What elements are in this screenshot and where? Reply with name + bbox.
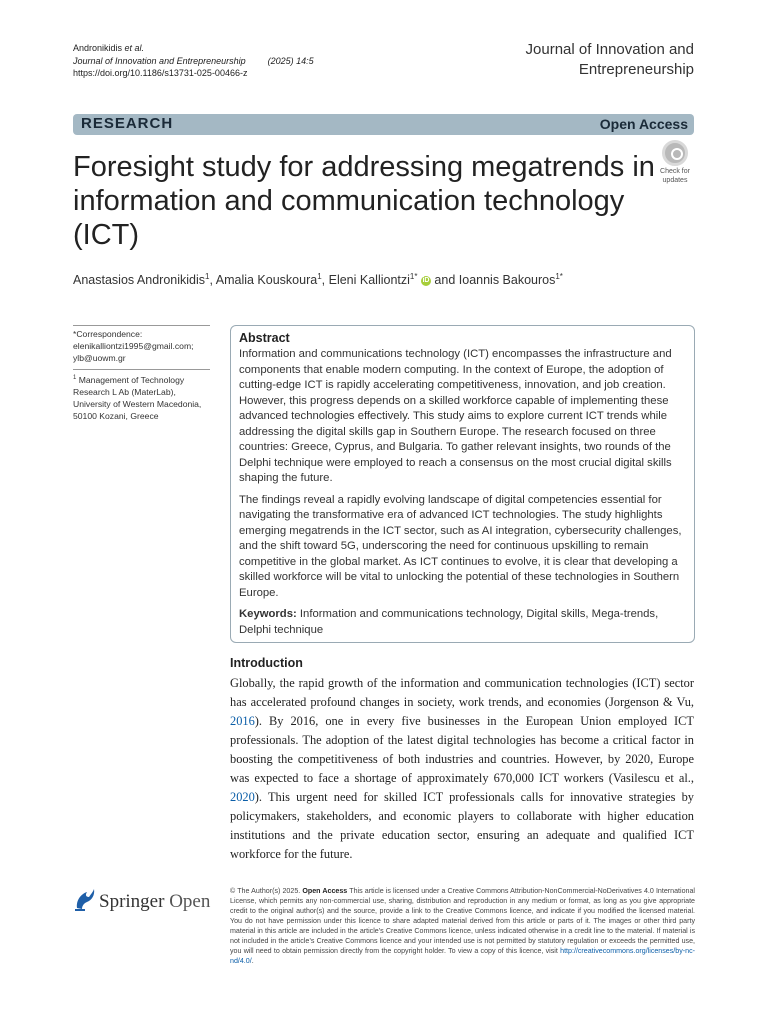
orcid-icon[interactable]: iD bbox=[422, 276, 430, 284]
journal-name: Journal of Innovation and Entrepreneurship bbox=[73, 55, 246, 66]
journal-title bbox=[526, 40, 694, 80]
affiliation-text: Management of Technology Research L Ab (MaterLab), University of Western Macedonia, 50100 Kozani, Greece bbox=[73, 374, 202, 421]
introduction-text bbox=[230, 674, 694, 864]
correspondence-sidebar bbox=[73, 325, 210, 422]
copyright: © The Author(s) 2025. bbox=[230, 887, 301, 895]
author-affiliation-sup: 1* bbox=[409, 272, 418, 281]
citation-link[interactable]: 2020 bbox=[230, 790, 255, 804]
journal-title-line1: Journal of Innovation and bbox=[525, 41, 694, 58]
intro-text-part: ). By 2016, one in every five businesses in the European Union employed ICT professionals. The adoption of the latest digital technologies has become a critical factor in boosting the competitiveness of both industries and countries. However, by 2020, Europe was expected to face a shortage of approximately 670,000 ICT workers (Vasilescu et al., bbox=[230, 714, 694, 785]
license-link[interactable]: http://creativecommons.org/licenses/by-nc-nd/4.0/ bbox=[230, 947, 695, 965]
author-name[interactable]: Ioannis Bakouros bbox=[458, 273, 556, 288]
author-separator: , bbox=[321, 273, 329, 288]
check-updates-line2: updates bbox=[662, 177, 688, 184]
article-title: Foresight study for addressing megatrends in information and communication technology (ICT) bbox=[73, 151, 655, 251]
author-affiliation-sup: 1* bbox=[555, 272, 563, 281]
citation-link[interactable]: 2016 bbox=[230, 714, 255, 728]
introduction-heading: Introduction bbox=[230, 656, 303, 670]
correspondence-label: *Correspondence: bbox=[73, 329, 143, 339]
et-al: et al. bbox=[124, 43, 145, 53]
abstract-heading: Abstract bbox=[239, 331, 290, 345]
article-type-band bbox=[73, 114, 694, 135]
check-for-updates-badge[interactable] bbox=[655, 140, 695, 184]
keywords-label: Keywords: bbox=[239, 608, 297, 620]
keywords bbox=[239, 607, 686, 638]
intro-text-part: Globally, the rapid growth of the information and communication technologies (ICT) sector has accelerated profound changes in society, work trends, and economies (Jorgenson & Vu, bbox=[230, 676, 694, 709]
keywords-text: Information and communications technology, Digital skills, Mega-trends, Delphi technique bbox=[239, 608, 659, 636]
citation-meta bbox=[73, 42, 314, 80]
author-affiliation-sup: 1 bbox=[317, 272, 322, 281]
check-updates-line1: Check for bbox=[660, 168, 690, 175]
check-updates-icon bbox=[662, 140, 688, 166]
correspondence-emails[interactable]: elenikalliontzi1995@gmail.com; ylb@uowm.gr bbox=[73, 341, 194, 363]
springer-open-logo[interactable] bbox=[73, 886, 218, 916]
intro-text-part: ). This urgent need for skilled ICT professionals calls for innovative strategies by policymakers, stakeholders, and economic players to collaborate with higher education institutions and the private education sector, ensuring an adequate and qualified ICT workforce for the future. bbox=[230, 790, 694, 861]
author-name[interactable]: Anastasios Andronikidis bbox=[73, 273, 206, 288]
author-name[interactable]: Amalia Kouskoura bbox=[215, 273, 318, 288]
open-access-label: Open Access bbox=[599, 116, 688, 132]
springer-open: Open bbox=[169, 891, 211, 912]
abstract-box bbox=[230, 325, 695, 643]
author-separator: , bbox=[209, 273, 216, 288]
affiliation-sup: 1 bbox=[73, 375, 77, 381]
doi-link[interactable]: https://doi.org/10.1186/s13731-025-00466-z bbox=[73, 68, 248, 78]
author-affiliation-sup: 1 bbox=[205, 272, 210, 281]
author-name[interactable]: Eleni Kalliontzi bbox=[328, 273, 410, 288]
license-text bbox=[230, 886, 695, 966]
affiliation bbox=[73, 372, 210, 422]
springer-horse-icon bbox=[73, 886, 97, 912]
running-authors: Andronikidis bbox=[73, 43, 123, 53]
springer-name: Springer bbox=[99, 891, 165, 912]
author-list bbox=[73, 272, 563, 287]
sidebar-divider bbox=[73, 369, 210, 370]
journal-title-line2: Entrepreneurship bbox=[578, 61, 694, 78]
license-body: This article is licensed under a Creative Commons Attribution-NonCommercial-NoDerivatives 4.0 International License, which permits any non-commercial use, sharing, distribution and reproduction in any medium or format, as long as you give appropriate credit to the original author(s) and the source, provide a link to the Creative Commons licence, and indicate if you modified the licensed material. You do not have permission under this licence to share adapted material derived from this article or parts of it. The images or other third party material in this article are included in the article’s Creative Commons licence, unless indicated otherwise in a credit line to the material. If material is not included in the article’s Creative Commons licence and your intended use is not permitted by statutory regulation or exceeds the permitted use, you will need to obtain permission directly from the copyright holder. To view a copy of this licence, visit bbox=[230, 887, 695, 955]
year-volume: (2025) 14:5 bbox=[267, 55, 314, 66]
sidebar-divider bbox=[73, 325, 210, 326]
abstract-paragraph-1: Information and communications technology (ICT) encompasses the infrastructure and components that enable modern computing. In the context of Europe, the adoption of cutting-edge ICT is rapidly accelerating competitiveness, innovation, and job creation. However, this progress depends on a skilled workforce capable of implementing these advanced technologies effectively. This study aims to explore current ICT trends while addressing the digital skills gap in Southern Europe. The research focused on three countries: Greece, Cyprus, and Bulgaria. To gather relevant insights, two rounds of the Delphi technique were employed to reach a consensus on the most crucial digital skills shaping the future. bbox=[239, 348, 672, 484]
abstract-paragraph-2: The findings reveal a rapidly evolving landscape of digital competencies essential for navigating the transformative era of advanced ICT technologies. The study highlights emerging megatrends in the ICT sector, such as AI integration, cybersecurity challenges, and the shift toward 5G, underscoring the need for continuous upskilling to remain competitive in the global market. As ICT continues to evolve, it is clear that developing a skilled workforce will be vital to unlocking the potential of these technologies in Southern Europe. bbox=[239, 493, 682, 599]
license-end: . bbox=[251, 957, 254, 965]
license-open-access: Open Access bbox=[302, 887, 348, 895]
article-type-label: RESEARCH bbox=[81, 115, 174, 132]
author-separator: and bbox=[430, 273, 459, 288]
